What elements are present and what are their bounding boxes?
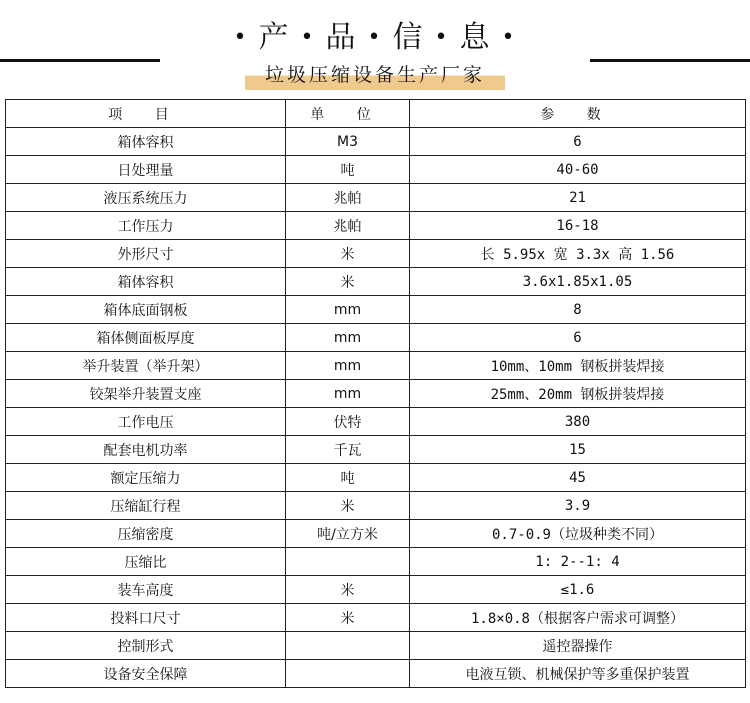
row-item-cell: 额定压缩力 <box>6 464 286 492</box>
row-value-cell: 40-60 <box>410 156 746 184</box>
header-item: 项 目 <box>6 100 286 128</box>
row-item-cell: 箱体底面钢板 <box>6 296 286 324</box>
row-item-cell: 控制形式 <box>6 632 286 660</box>
row-unit-cell: 米 <box>286 268 410 296</box>
parameter-table <box>5 99 746 688</box>
table-row <box>6 268 746 296</box>
table-header-row <box>6 100 746 128</box>
row-value-cell: 6 <box>410 128 746 156</box>
title-char: 产 <box>258 20 291 55</box>
row-unit-cell: 米 <box>286 604 410 632</box>
row-value-cell: 电液互锁、机械保护等多重保护装置 <box>410 660 746 688</box>
table-row <box>6 604 746 632</box>
row-item-cell: 举升装置（举升架） <box>6 352 286 380</box>
header-unit: 单 位 <box>286 100 410 128</box>
row-value-cell: 0.7-0.9（垃圾种类不同） <box>410 520 746 548</box>
page-subtitle: 垃圾压缩设备生产厂家 <box>245 58 505 90</box>
row-unit-cell: M3 <box>286 128 410 156</box>
row-item-cell: 箱体容积 <box>6 268 286 296</box>
table-row <box>6 296 746 324</box>
row-unit-cell: 吨 <box>286 464 410 492</box>
row-unit-cell <box>286 548 410 576</box>
row-unit-cell: mm <box>286 324 410 352</box>
table-row <box>6 184 746 212</box>
row-value-cell: 长 5.95x 宽 3.3x 高 1.56 <box>410 240 746 268</box>
table-row <box>6 632 746 660</box>
row-unit-cell: 米 <box>286 240 410 268</box>
table-row <box>6 240 746 268</box>
row-unit-cell: 米 <box>286 492 410 520</box>
page-title <box>0 12 750 56</box>
row-unit-cell: 千瓦 <box>286 436 410 464</box>
row-value-cell: 45 <box>410 464 746 492</box>
row-value-cell: 6 <box>410 324 746 352</box>
table-row <box>6 408 746 436</box>
row-item-cell: 工作压力 <box>6 212 286 240</box>
title-dot: • <box>434 25 450 50</box>
table-row <box>6 520 746 548</box>
row-item-cell: 压缩密度 <box>6 520 286 548</box>
row-value-cell: ≤1.6 <box>410 576 746 604</box>
table-row <box>6 352 746 380</box>
row-item-cell: 压缩缸行程 <box>6 492 286 520</box>
row-item-cell: 外形尺寸 <box>6 240 286 268</box>
row-item-cell: 箱体侧面板厚度 <box>6 324 286 352</box>
row-unit-cell: 米 <box>286 576 410 604</box>
table-row <box>6 324 746 352</box>
row-unit-cell <box>286 632 410 660</box>
title-char: 品 <box>325 20 358 55</box>
table-row <box>6 464 746 492</box>
table-row <box>6 492 746 520</box>
row-unit-cell: 兆帕 <box>286 184 410 212</box>
row-value-cell: 380 <box>410 408 746 436</box>
row-item-cell: 装车高度 <box>6 576 286 604</box>
row-unit-cell <box>286 660 410 688</box>
subtitle-container <box>0 58 750 90</box>
row-item-cell: 压缩比 <box>6 548 286 576</box>
title-dot: • <box>300 25 316 50</box>
row-item-cell: 设备安全保障 <box>6 660 286 688</box>
table-row <box>6 212 746 240</box>
title-dot: • <box>501 25 517 50</box>
table-row <box>6 436 746 464</box>
table-row <box>6 548 746 576</box>
row-value-cell: 21 <box>410 184 746 212</box>
table-row <box>6 156 746 184</box>
title-dot: • <box>367 25 383 50</box>
table-row <box>6 380 746 408</box>
row-unit-cell: 吨 <box>286 156 410 184</box>
row-unit-cell: 吨/立方米 <box>286 520 410 548</box>
row-item-cell: 配套电机功率 <box>6 436 286 464</box>
row-item-cell: 铰架举升装置支座 <box>6 380 286 408</box>
page-header <box>0 0 750 96</box>
row-unit-cell: mm <box>286 352 410 380</box>
row-value-cell: 1: 2--1: 4 <box>410 548 746 576</box>
header-value: 参 数 <box>410 100 746 128</box>
table-row <box>6 660 746 688</box>
row-unit-cell: mm <box>286 296 410 324</box>
row-unit-cell: mm <box>286 380 410 408</box>
row-value-cell: 8 <box>410 296 746 324</box>
row-unit-cell: 兆帕 <box>286 212 410 240</box>
row-value-cell: 10mm、10mm 钢板拼装焊接 <box>410 352 746 380</box>
row-item-cell: 工作电压 <box>6 408 286 436</box>
row-unit-cell: 伏特 <box>286 408 410 436</box>
row-value-cell: 25mm、20mm 钢板拼装焊接 <box>410 380 746 408</box>
row-value-cell: 1.8×0.8（根据客户需求可调整） <box>410 604 746 632</box>
row-item-cell: 日处理量 <box>6 156 286 184</box>
row-item-cell: 投料口尺寸 <box>6 604 286 632</box>
row-item-cell: 箱体容积 <box>6 128 286 156</box>
row-item-cell: 液压系统压力 <box>6 184 286 212</box>
table-row <box>6 128 746 156</box>
row-value-cell: 遥控器操作 <box>410 632 746 660</box>
row-value-cell: 3.6x1.85x1.05 <box>410 268 746 296</box>
table-row <box>6 576 746 604</box>
title-char: 息 <box>459 20 492 55</box>
row-value-cell: 3.9 <box>410 492 746 520</box>
title-char: 信 <box>392 20 425 55</box>
row-value-cell: 16-18 <box>410 212 746 240</box>
title-dot: • <box>233 25 249 50</box>
row-value-cell: 15 <box>410 436 746 464</box>
